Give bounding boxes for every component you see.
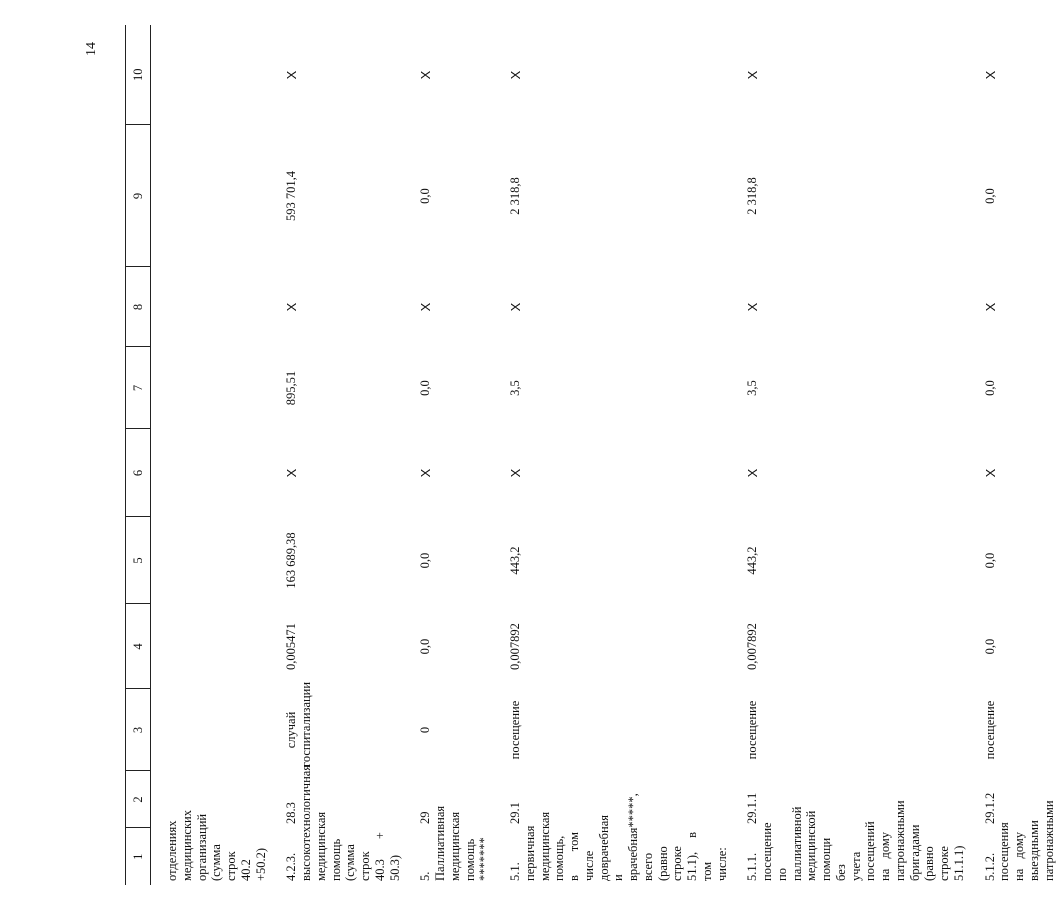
row-cell-10: Х xyxy=(508,70,523,80)
row-code: 28.3 xyxy=(284,802,299,824)
column-header: 5 xyxy=(126,517,151,604)
row-code xyxy=(151,771,271,828)
row-code: 29.1.2 xyxy=(982,792,997,824)
row-cell-6 xyxy=(151,429,271,517)
row-cell-10 xyxy=(151,25,271,125)
row-cell-5: 0,0 xyxy=(418,552,433,569)
row-cell-7: 3,5 xyxy=(508,380,522,396)
rotated-table-container xyxy=(125,25,1056,885)
row-cell-8: Х xyxy=(982,302,998,312)
table-row xyxy=(494,25,731,885)
row-cell-10: Х xyxy=(284,70,300,80)
row-cell-9: 0,0 xyxy=(418,188,433,204)
table-row xyxy=(969,25,1058,885)
row-cell-5: 443,2 xyxy=(508,546,522,575)
row-cell-5: 443,2 xyxy=(745,546,760,575)
row-cell-4: 0,007892 xyxy=(745,623,760,670)
column-header: 6 xyxy=(126,429,151,517)
row-cell-7: 0,0 xyxy=(418,380,433,396)
column-header: 1 xyxy=(126,828,151,885)
row-cell-4: 0,0 xyxy=(982,638,997,655)
table-row xyxy=(731,25,968,885)
row-unit: случай госпитализации xyxy=(284,681,313,767)
row-cell-4: 0,007892 xyxy=(508,623,522,670)
column-header: 3 xyxy=(126,689,151,771)
row-cell-7: 0,0 xyxy=(982,380,997,396)
row-unit: посещение xyxy=(508,700,522,760)
row-cell-9: 2 318,8 xyxy=(508,177,522,215)
row-cell-8 xyxy=(151,267,271,347)
row-unit xyxy=(151,689,271,771)
row-cell-5 xyxy=(151,517,271,604)
column-header: 8 xyxy=(126,267,151,347)
row-cell-8: Х xyxy=(745,302,761,312)
row-cell-9: 593 701,4 xyxy=(284,171,299,221)
row-cell-7: 895,51 xyxy=(284,370,299,406)
row-cell-4 xyxy=(151,604,271,689)
row-name: 5.1. первичная медицинская помощь, в том числе доврачебная и врачебная*****, всего (равно строке 51.1), в том числе: xyxy=(508,793,729,881)
row-code: 29.1.1 xyxy=(745,792,760,824)
row-name: 4.2.3. высокотехнологичная медицинская помощь (сумма строк 40.3 + 50.3) xyxy=(284,764,402,881)
row-cell-6: Х xyxy=(982,468,998,478)
row-cell-10: Х xyxy=(745,70,761,80)
row-cell-4: 0,005471 xyxy=(284,623,299,670)
row-unit: посещение xyxy=(982,700,997,760)
row-cell-5: 163 689,38 xyxy=(284,532,299,589)
page-number: 14 xyxy=(84,42,99,56)
column-header: 7 xyxy=(126,347,151,429)
row-cell-6: Х xyxy=(284,468,300,478)
header-row xyxy=(126,25,151,885)
column-header: 2 xyxy=(126,771,151,828)
column-header: 4 xyxy=(126,604,151,689)
row-cell-8: Х xyxy=(284,302,300,312)
row-cell-7: 3,5 xyxy=(745,380,760,396)
row-name: 5.1.2. посещения на дому выездными патронажными xyxy=(982,800,1056,881)
row-cell-9: 2 318,8 xyxy=(745,177,760,215)
row-cell-6: Х xyxy=(508,468,523,478)
row-cell-8: Х xyxy=(418,302,434,312)
row-cell-6: Х xyxy=(745,468,761,478)
row-cell-10: Х xyxy=(982,70,998,80)
row-cell-10: Х xyxy=(418,70,434,80)
row-cell-7 xyxy=(151,347,271,429)
column-header: 10 xyxy=(126,25,151,125)
table-row xyxy=(404,25,494,885)
row-unit: 0 xyxy=(418,726,433,734)
row-cell-4: 0,0 xyxy=(418,638,433,655)
row-name: 5.1.1. посещение по паллиативной медицинской помощи без учета посещений на дому патронажными бригадами (равно строке 51.1.1) xyxy=(745,800,966,881)
row-code: 29 xyxy=(418,811,433,824)
row-cell-6: Х xyxy=(418,468,434,478)
row-cell-8: Х xyxy=(508,302,523,312)
row-cell-9 xyxy=(151,125,271,267)
row-cell-9: 0,0 xyxy=(982,188,997,204)
table-row xyxy=(270,25,404,885)
row-unit: посещение xyxy=(745,700,760,760)
column-header: 9 xyxy=(126,125,151,267)
row-cell-5: 0,0 xyxy=(982,552,997,569)
data-table xyxy=(125,25,1058,885)
row-name: отделениях медицинских организаций (сумма строк 40.2 +50.2) xyxy=(165,810,268,881)
row-code: 29.1 xyxy=(508,802,522,824)
row-name: 5. Паллиативная медицинская помощь ******* xyxy=(418,805,492,881)
table-row xyxy=(151,25,271,885)
